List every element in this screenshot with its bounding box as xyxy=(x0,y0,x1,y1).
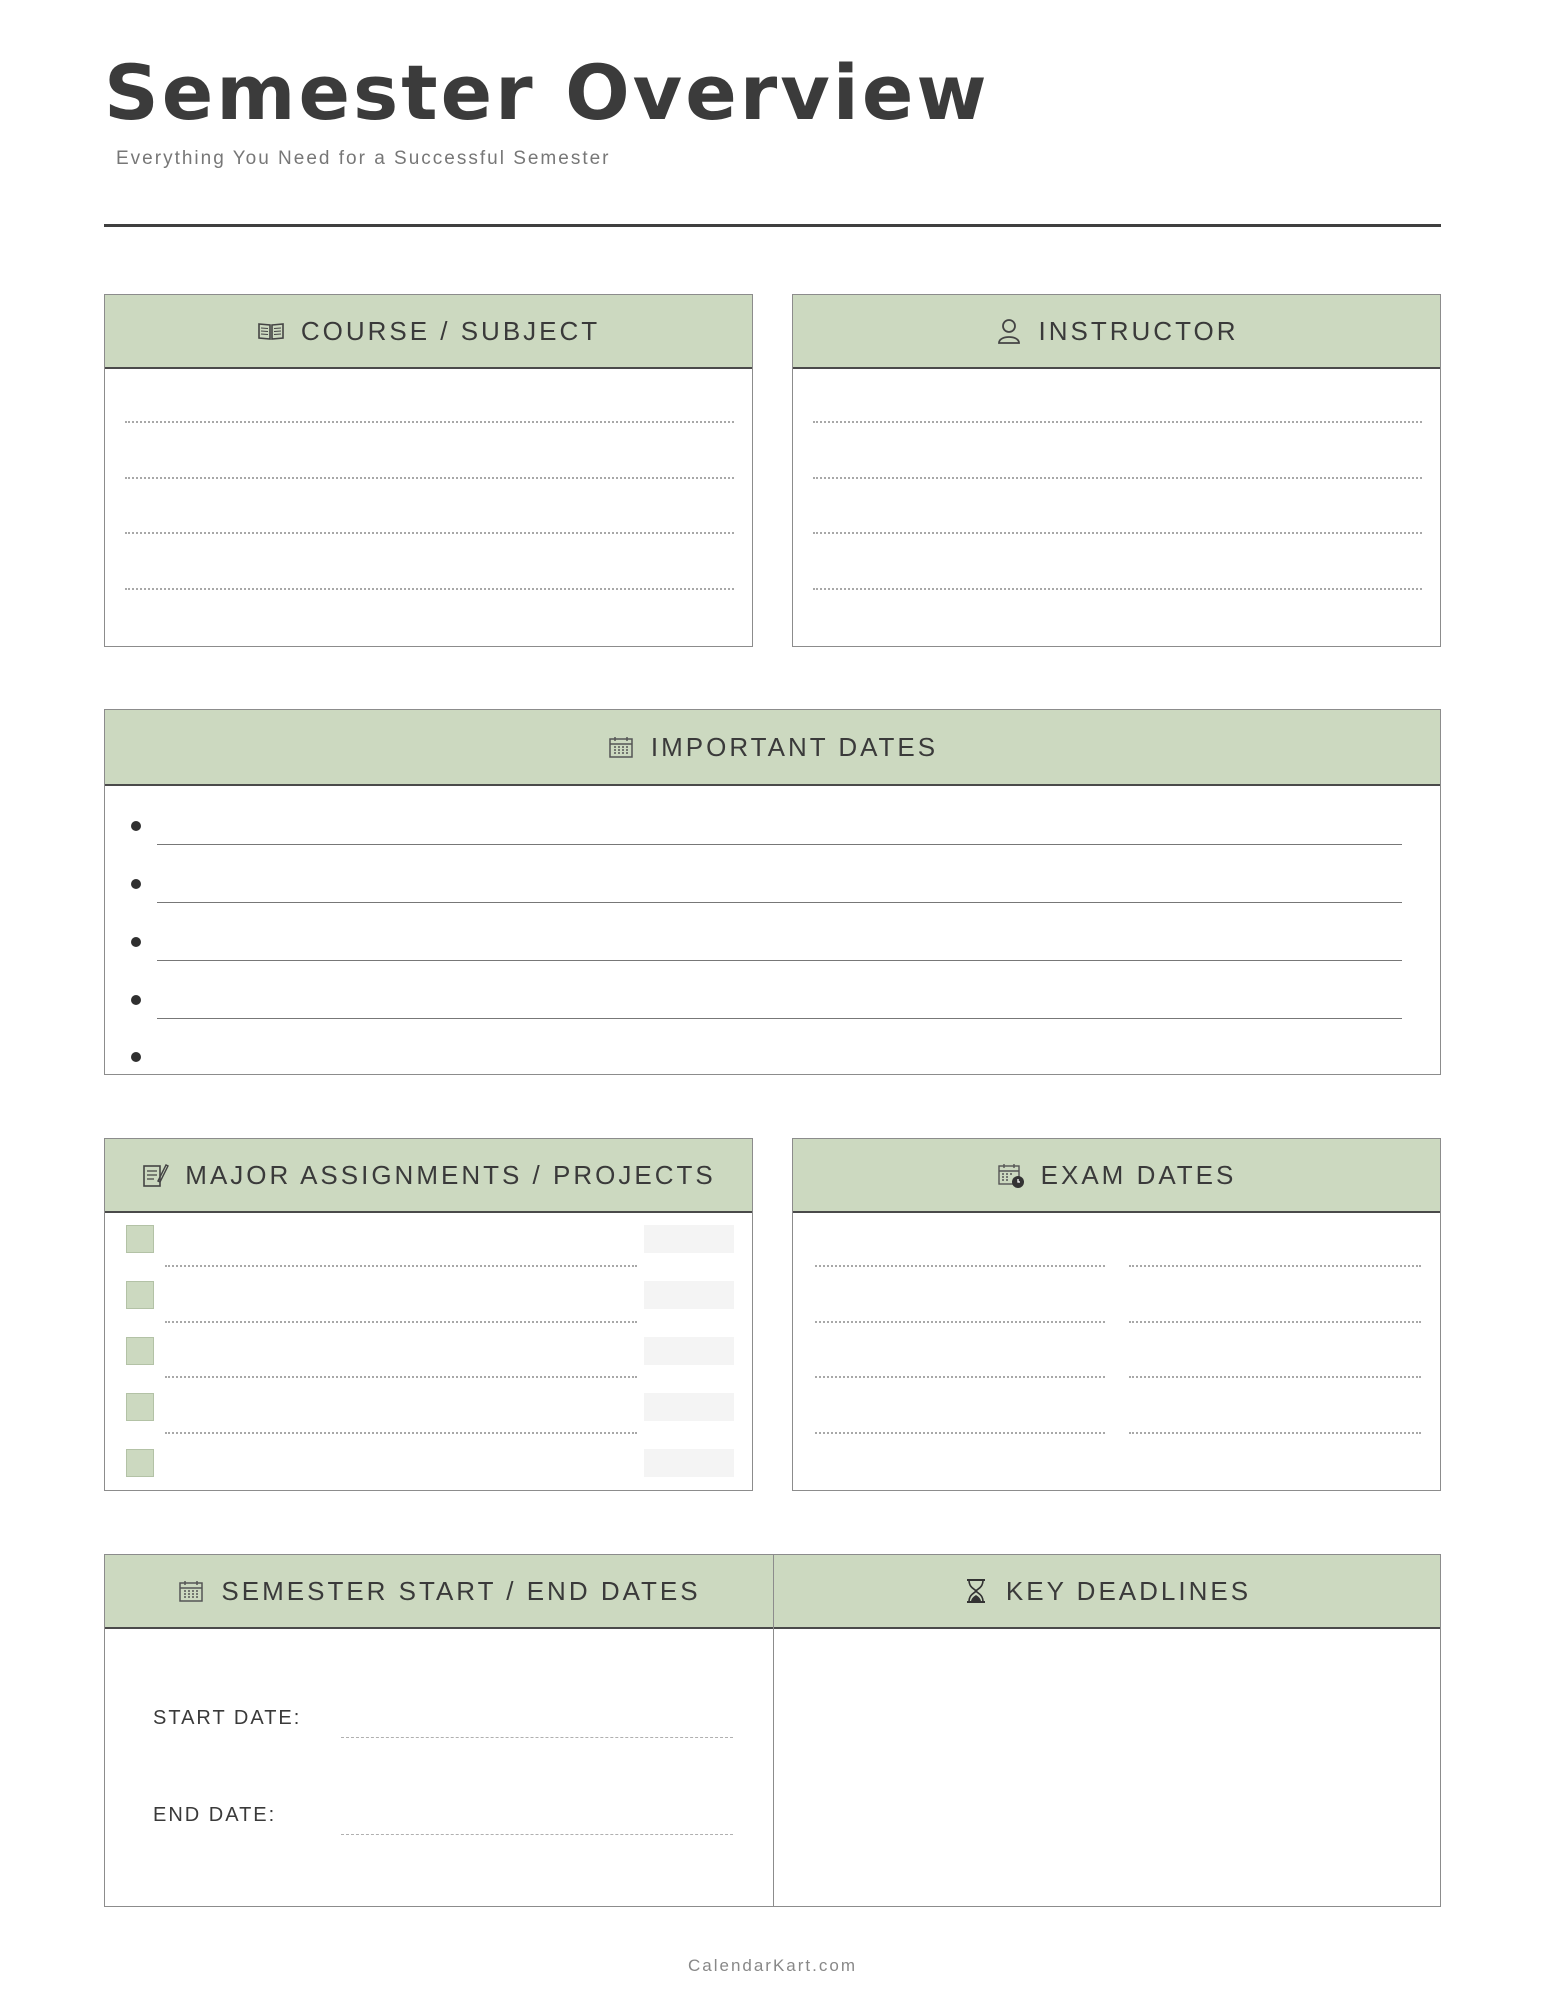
assignment-checkbox[interactable] xyxy=(126,1449,154,1477)
assignment-date-field[interactable] xyxy=(644,1225,734,1253)
person-icon xyxy=(995,317,1023,345)
date-entry-line[interactable] xyxy=(157,902,1402,903)
title-divider xyxy=(104,224,1441,227)
calendar-icon xyxy=(177,1577,205,1605)
key-deadlines-header xyxy=(773,1555,1440,1629)
page-title: Semester Overview xyxy=(104,48,990,137)
end-date-label: END DATE: xyxy=(153,1804,277,1826)
exam-date-line[interactable] xyxy=(1129,1321,1421,1323)
instructor-line[interactable] xyxy=(813,588,1422,590)
exam-name-line[interactable] xyxy=(815,1376,1105,1378)
book-icon xyxy=(257,317,285,345)
hourglass-icon xyxy=(962,1577,990,1605)
assignment-date-field[interactable] xyxy=(644,1449,734,1477)
instructor-header xyxy=(793,295,1440,369)
date-entry-line[interactable] xyxy=(157,960,1402,961)
notepad-pen-icon xyxy=(141,1161,169,1189)
instructor-title: INSTRUCTOR xyxy=(1038,315,1239,346)
assignment-date-field[interactable] xyxy=(644,1281,734,1309)
assignment-line[interactable] xyxy=(165,1376,637,1378)
important-dates-title: IMPORTANT DATES xyxy=(650,731,939,762)
exam-dates-box xyxy=(792,1138,1441,1491)
calendar-icon xyxy=(607,733,635,761)
course-subject-header xyxy=(105,295,752,369)
course-subject-title: COURSE / SUBJECT xyxy=(300,315,601,346)
column-divider xyxy=(773,1555,774,1906)
exam-dates-header xyxy=(793,1139,1440,1213)
assignments-header xyxy=(105,1139,752,1213)
bullet-point xyxy=(131,937,141,947)
assignment-line[interactable] xyxy=(165,1265,637,1267)
semester-dates-header xyxy=(105,1555,773,1629)
exam-date-line[interactable] xyxy=(1129,1265,1421,1267)
course-line[interactable] xyxy=(125,588,734,590)
course-line[interactable] xyxy=(125,421,734,423)
assignment-checkbox[interactable] xyxy=(126,1393,154,1421)
exam-date-line[interactable] xyxy=(1129,1376,1421,1378)
important-dates-header xyxy=(105,710,1440,786)
assignment-line[interactable] xyxy=(165,1432,637,1434)
course-subject-box xyxy=(104,294,753,647)
assignment-line[interactable] xyxy=(165,1321,637,1323)
assignment-date-field[interactable] xyxy=(644,1393,734,1421)
page-subtitle: Everything You Need for a Successful Semester xyxy=(116,148,611,169)
start-date-label: START DATE: xyxy=(153,1707,302,1729)
instructor-line[interactable] xyxy=(813,532,1422,534)
assignment-date-field[interactable] xyxy=(644,1337,734,1365)
start-date-field[interactable] xyxy=(341,1737,733,1738)
course-line[interactable] xyxy=(125,532,734,534)
exam-date-line[interactable] xyxy=(1129,1432,1421,1434)
bullet-point xyxy=(131,879,141,889)
assignment-checkbox[interactable] xyxy=(126,1337,154,1365)
calendar-clock-icon xyxy=(997,1161,1025,1189)
key-deadlines-title: KEY DEADLINES xyxy=(1005,1575,1252,1606)
instructor-line[interactable] xyxy=(813,421,1422,423)
important-dates-box xyxy=(104,709,1441,1075)
assignments-title: MAJOR ASSIGNMENTS / PROJECTS xyxy=(185,1159,716,1190)
exam-name-line[interactable] xyxy=(815,1265,1105,1267)
semester-deadlines-box xyxy=(104,1554,1441,1907)
instructor-box xyxy=(792,294,1441,647)
exam-name-line[interactable] xyxy=(815,1432,1105,1434)
end-date-field[interactable] xyxy=(341,1834,733,1835)
assignments-box xyxy=(104,1138,753,1491)
date-entry-line[interactable] xyxy=(157,1018,1402,1019)
exam-name-line[interactable] xyxy=(815,1321,1105,1323)
date-entry-line[interactable] xyxy=(157,844,1402,845)
footer-brand: CalendarKart.com xyxy=(687,1956,857,1975)
bullet-point xyxy=(131,995,141,1005)
exam-dates-title: EXAM DATES xyxy=(1040,1159,1237,1190)
instructor-line[interactable] xyxy=(813,477,1422,479)
bullet-point xyxy=(131,1052,141,1062)
assignment-checkbox[interactable] xyxy=(126,1281,154,1309)
semester-dates-title: SEMESTER START / END DATES xyxy=(221,1575,701,1606)
assignment-checkbox[interactable] xyxy=(126,1225,154,1253)
course-line[interactable] xyxy=(125,477,734,479)
bullet-point xyxy=(131,821,141,831)
